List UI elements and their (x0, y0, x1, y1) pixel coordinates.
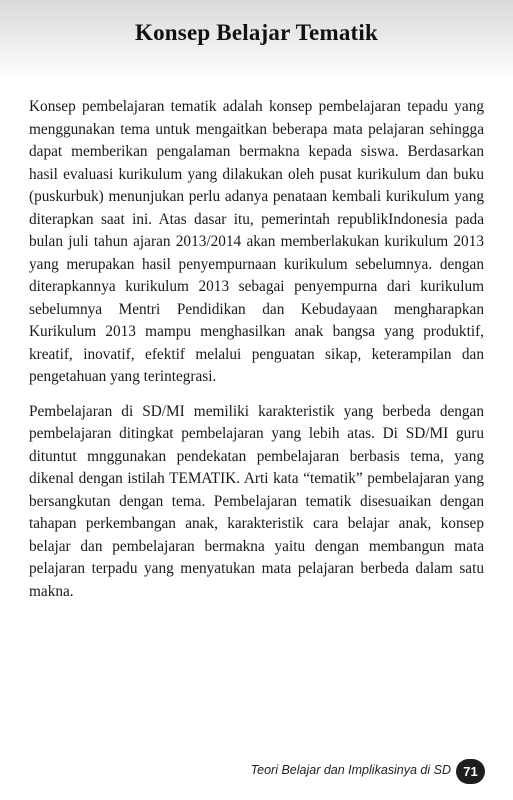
footer-book-title: Teori Belajar dan Implikasinya di SD (250, 763, 451, 777)
page-number-badge: 71 (456, 759, 485, 784)
paragraph-1: Konsep pembelajaran tematik adalah konsep pembelajaran tepadu yang menggunakan tema untuk mengaitkan beberapa mata pelajaran sehingga dapat memberikan pengalaman bermakna kepada siswa. Berdasarkan hasil evaluasi kurikulum yang dilakukan oleh pusat kurikulum dan buku (puskurbuk) menunjukan perlu adanya penataan kembali kurikulum yang diterapkan saat ini. Atas dasar itu, pemerintah republikIndonesia pada bulan juli tahun ajaran 2013/2014 akan memberlakukan kurikulum 2013 yang merupakan hasil penyempurnaan kurikulum sebelumnya. dengan diterapkannya kurikulum 2013 sebagai penyempurna dari kurikulum sebelumnya Mentri Pendidikan dan Kebudayaan mengharapkan Kurikulum 2013 mampu menghasilkan anak bangsa yang produktif, kreatif, inovatif, efektif melalui penguatan sikap, keterampilan dan pengetahuan yang terintegrasi. (29, 98, 484, 385)
body-text (29, 96, 484, 603)
page-title: Konsep Belajar Tematik (135, 20, 378, 45)
paragraph-2: Pembelajaran di SD/MI memiliki karakteristik yang berbeda dengan pembelajaran ditingkat pembelajaran yang lebih atas. Di SD/MI guru dituntut mnggunakan pendekatan pembelajaran berbasis tema, yang dikenal dengan istilah TEMATIK. Arti kata “tematik” pembelajaran yang bersangkutan dengan tema. Pembelajaran tematik disesuaikan dengan tahapan perkembangan anak, karakteristik cara belajar anak, konsep belajar dan pembelajaran bermakna yaitu dengan membangun mata pelajaran terpadu yang menyatukan mata pelajaran berbeda dalam satu makna. (29, 402, 484, 600)
